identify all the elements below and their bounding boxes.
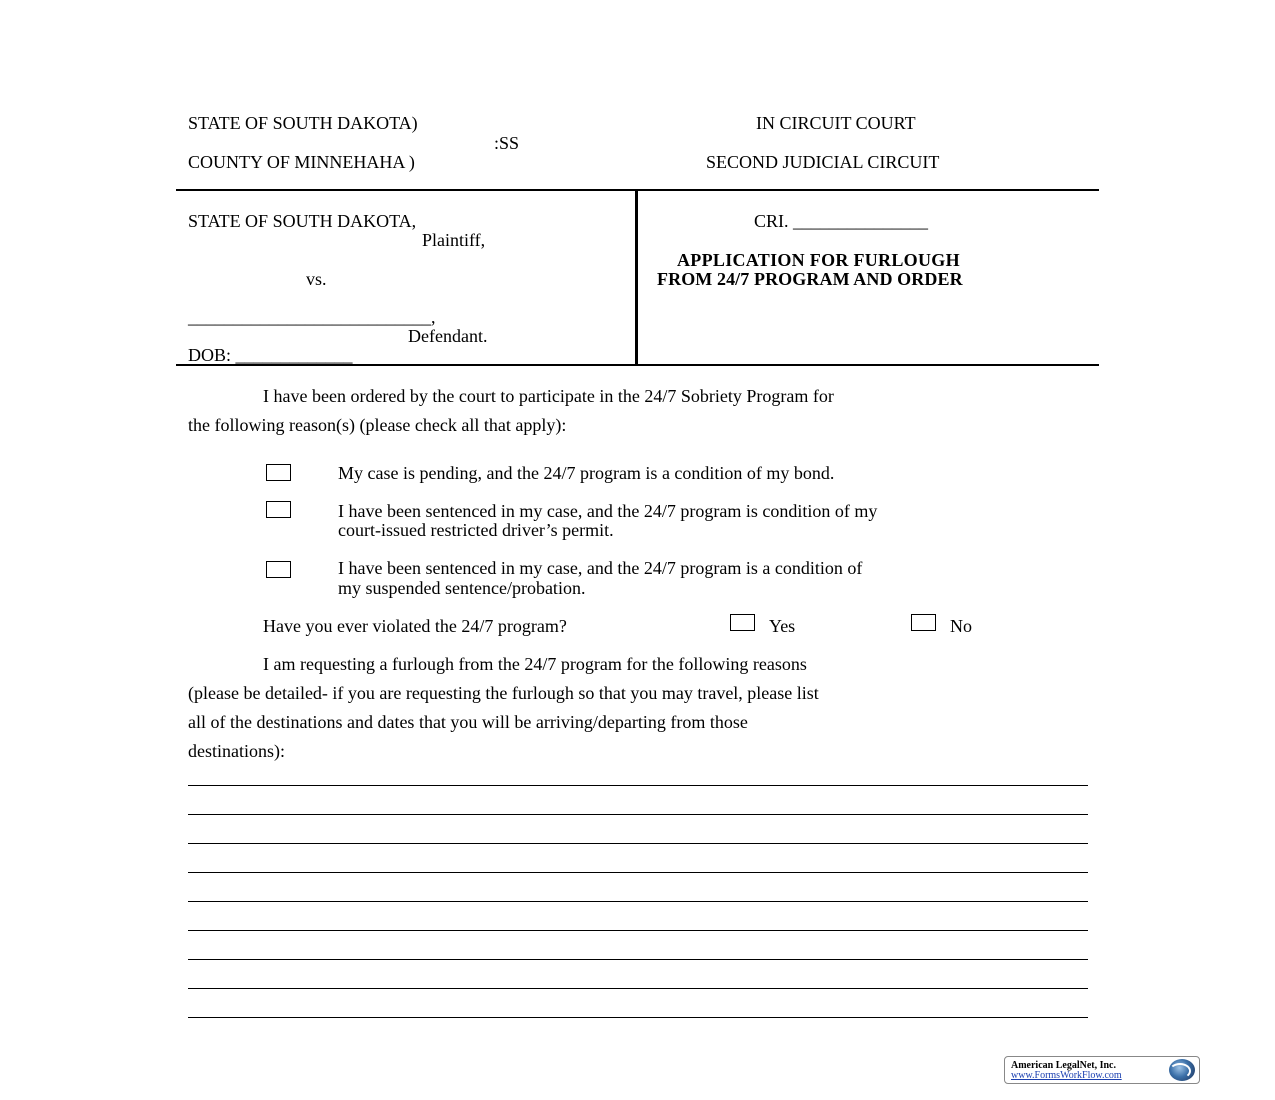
versus: vs.: [306, 269, 327, 289]
plaintiff-label: Plaintiff,: [422, 230, 486, 250]
state-caption: STATE OF SOUTH DAKOTA): [188, 113, 418, 133]
county-caption: COUNTY OF MINNEHAHA ): [188, 152, 415, 172]
violation-no-checkbox[interactable]: [911, 614, 936, 631]
court-name: IN CIRCUIT COURT: [756, 113, 916, 133]
request-line-2: (please be detailed- if you are requesting the furlough so that you may travel, please list: [188, 683, 819, 703]
request-line-3: all of the destinations and dates that you will be arriving/departing from those: [188, 712, 748, 732]
circuit-name: SECOND JUDICIAL CIRCUIT: [706, 152, 940, 172]
answer-line[interactable]: [188, 872, 1088, 873]
request-line-1: I am requesting a furlough from the 24/7 program for the following reasons: [263, 654, 807, 674]
reason-checkbox-probation[interactable]: [266, 561, 291, 578]
ss-mark: :SS: [494, 133, 520, 153]
swirl-icon: [1169, 1063, 1191, 1079]
intro-line-1: I have been ordered by the court to participate in the 24/7 Sobriety Program for: [263, 386, 834, 406]
publisher-name: American LegalNet, Inc.: [1011, 1060, 1116, 1071]
document-title-line2: FROM 24/7 PROGRAM AND ORDER: [657, 269, 963, 289]
case-number-field[interactable]: CRI. _______________: [754, 211, 929, 231]
defendant-label: Defendant.: [408, 326, 488, 346]
caption-divider: [635, 190, 638, 365]
answer-line[interactable]: [188, 988, 1088, 989]
answer-line[interactable]: [188, 814, 1088, 815]
document-title-line1: APPLICATION FOR FURLOUGH: [677, 250, 960, 270]
publisher-link[interactable]: www.FormsWorkFlow.com: [1011, 1070, 1122, 1081]
answer-line[interactable]: [188, 901, 1088, 902]
reason-bond-text: My case is pending, and the 24/7 program is a condition of my bond.: [338, 463, 835, 483]
answer-line[interactable]: [188, 843, 1088, 844]
answer-line[interactable]: [188, 930, 1088, 931]
intro-line-2: the following reason(s) (please check all that apply):: [188, 415, 567, 435]
reason-permit-text-2: court-issued restricted driver’s permit.: [338, 520, 614, 540]
reason-permit-text-1: I have been sentenced in my case, and the 24/7 program is condition of my: [338, 501, 878, 521]
answer-line[interactable]: [188, 785, 1088, 786]
defendant-name-field[interactable]: ___________________________,: [188, 307, 436, 327]
reason-probation-text-1: I have been sentenced in my case, and the 24/7 program is a condition of: [338, 558, 863, 578]
violation-question: Have you ever violated the 24/7 program?: [263, 616, 567, 636]
violation-yes-checkbox[interactable]: [730, 614, 755, 631]
answer-line[interactable]: [188, 1017, 1088, 1018]
publisher-logo[interactable]: [1004, 1056, 1200, 1084]
reason-checkbox-permit[interactable]: [266, 501, 291, 518]
answer-line[interactable]: [188, 959, 1088, 960]
dob-field[interactable]: DOB: _____________: [188, 345, 353, 365]
reason-checkbox-bond[interactable]: [266, 464, 291, 481]
violation-yes-label: Yes: [769, 616, 796, 636]
request-line-4: destinations):: [188, 741, 285, 761]
violation-no-label: No: [950, 616, 972, 636]
plaintiff-name: STATE OF SOUTH DAKOTA,: [188, 211, 417, 231]
reason-probation-text-2: my suspended sentence/probation.: [338, 578, 586, 598]
